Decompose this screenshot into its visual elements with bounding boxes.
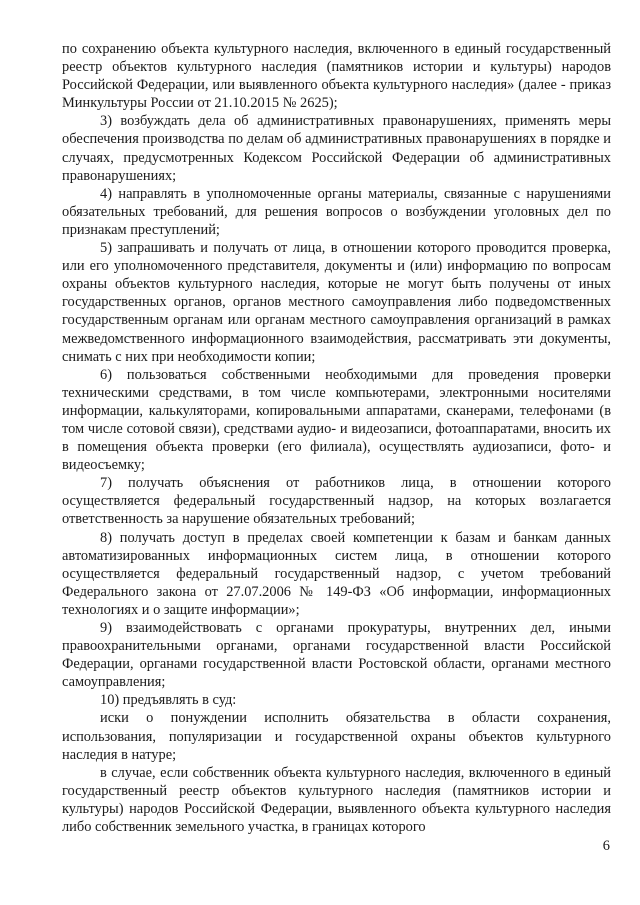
paragraph-item-6: 6) пользоваться собственными необходимыми для проведения проверки техническими средствами, в том числе компьютерами, электронными носителями информации, калькуляторами, копировальными аппаратами, сканерами, телефонами (в том числе сотовой связи), средствами аудио- и видеозаписи, фотоаппаратами, вносить их в помещения объекта проверки (его филиала), осуществлять аудиозаписи, фото- и видеосъемку; [62, 366, 611, 474]
paragraph-continuation: по сохранению объекта культурного наследия, включенного в единый государственный реестр объектов культурного наследия (памятников истории и культуры) народов Российской Федерации, или выявленного объекта культурного наследия» (далее - приказ Минкультуры России от 21.10.2015 № 2625); [62, 41, 611, 112]
page-number: 6 [602, 838, 610, 854]
paragraph-item-3: 3) возбуждать дела об административных правонарушениях, применять меры обеспечения производства по делам об административных правонарушениях в порядке и случаях, предусмотренных Кодексом Российской Федерации об административных правонарушениях; [62, 113, 611, 184]
paragraph-item-7: 7) получать объяснения от работников лица, в отношении которого осуществляется федеральный государственный надзор, на которых возлагается ответственность за нарушение обязательных требований; [62, 475, 611, 528]
paragraph-item-10: 10) предъявлять в суд: [100, 692, 237, 709]
paragraph-item-8: 8) получать доступ в пределах своей компетенции к базам и банкам данных автоматизированных информационных систем лица, в отношении которого осуществляется федеральный государственный надзор, с учетом требований Федерального закона от 27.07.2006 № 149-ФЗ «Об информации, информационных технологиях и о защите информации»; [62, 529, 611, 618]
paragraph-item-9: 9) взаимодействовать с органами прокуратуры, внутренних дел, иными правоохранительными органами, органами государственной власти Российской Федерации, органами государственной власти Ростовской области, органами местного самоуправления; [62, 620, 611, 691]
paragraph-item-4: 4) направлять в уполномоченные органы материалы, связанные с нарушениями обязательных требований, для решения вопросов о возбуждении уголовных дел по признакам преступлений; [62, 185, 611, 238]
document-page [62, 40, 611, 836]
paragraph-item-10-sub-1: иски о понуждении исполнить обязательства в области сохранения, использования, популяризации и государственной охраны объектов культурного наследия в натуре; [62, 710, 611, 763]
paragraph-item-5: 5) запрашивать и получать от лица, в отношении которого проводится проверка, или его уполномоченного представителя, документы и (или) информацию по вопросам охраны объектов культурного наследия, которые не могут быть получены от иных государственных органов, органов местного самоуправления либо подведомственных государственным органам или органам местного самоуправления организаций в рамках межведомственного информационного взаимодействия, рассматривать эти документы, снимать с них при необходимости копии; [62, 240, 611, 365]
paragraph-item-10-sub-2: в случае, если собственник объекта культурного наследия, включенного в единый государственный реестр объектов культурного наследия (памятников истории и культуры) народов Российской Федерации, выявленного объекта культурного наследия либо собственник земельного участка, в границах которого [62, 764, 611, 836]
